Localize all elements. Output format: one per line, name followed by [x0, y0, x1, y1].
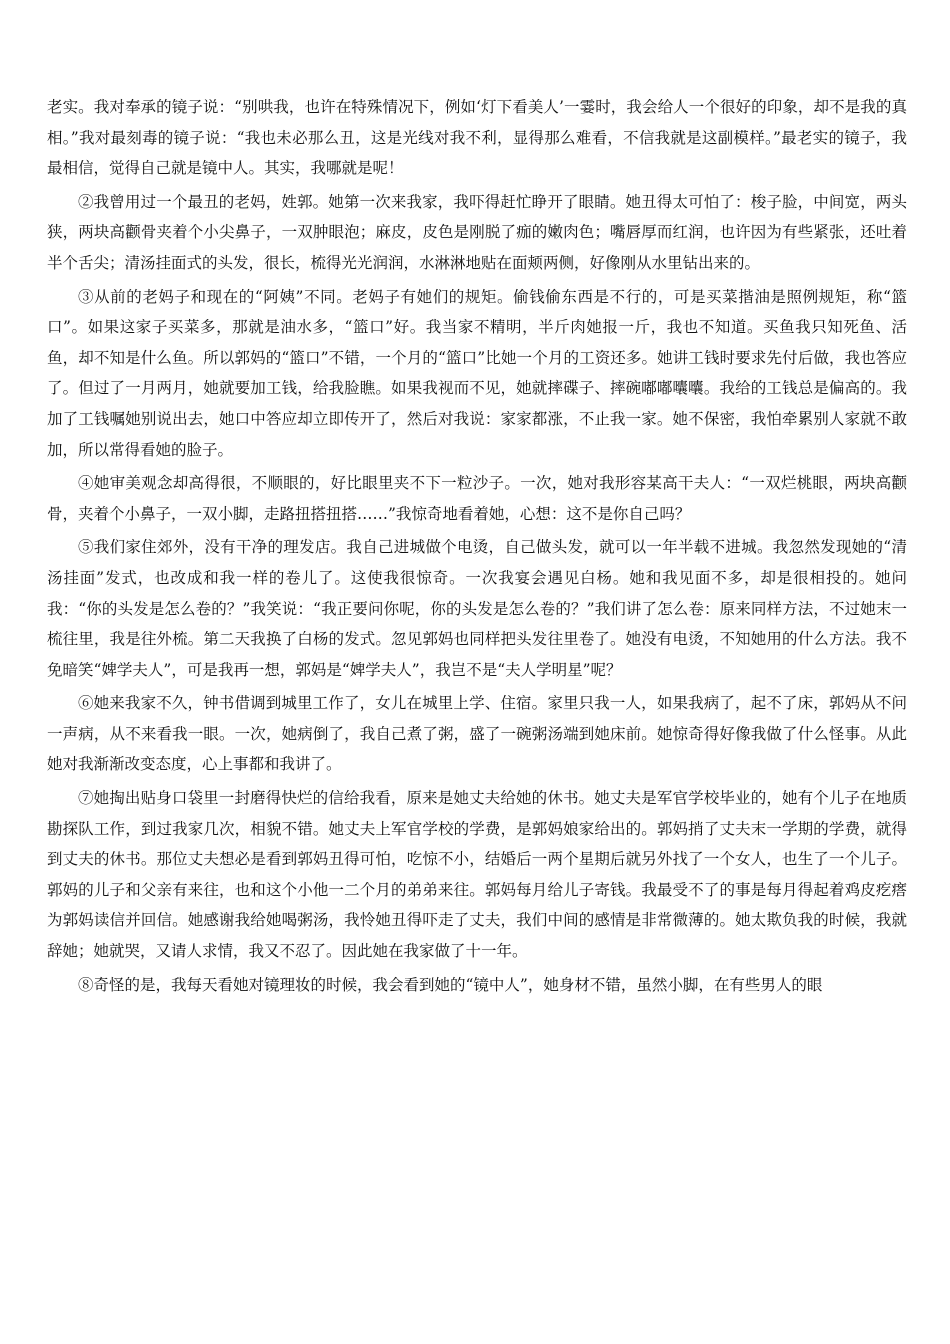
paragraph-6: ⑥她来我家不久，钟书借调到城里工作了，女儿在城里上学、住宿。家里只我一人，如果我病了，起不了床，郭妈从不问一声病，从不来看我一眼。一次，她病倒了，我自己煮了粥，盛了一碗粥汤端到她床前。她惊奇得好像我做了什么怪事。从此她对我渐渐改变态度，心上事都和我讲了。: [47, 694, 907, 774]
paragraph-5: ⑤我们家住郊外，没有干净的理发店。我自己进城做个电烫，自己做头发，就可以一年半载不进城。我忽然发现她的“清汤挂面”发式，也改成和我一样的卷儿了。这使我很惊奇。一次我宴会遇见白杨。她和我见面不多，却是很相投的。她问我：“你的头发是怎么卷的？”我笑说：“我正要问你呢，你的头发是怎么卷的？”我们讲了怎么卷：原来同样方法，不过她末一梳往里，我是往外梳。第二天我换了白杨的发式。忽见郭妈也同样把头发往里卷了。她没有电烫，不知她用的什么方法。我不免暗笑“婢学夫人”，可是我再一想，郭妈是“婢学夫人”，我岂不是“夫人学明星”呢？: [47, 538, 907, 679]
paragraph-7: ⑦她掏出贴身口袋里一封磨得快烂的信给我看，原来是她丈夫给她的休书。她丈夫是军官学校毕业的，她有个儿子在地质勘探队工作，到过我家几次，相貌不错。她丈夫上军官学校的学费，是郭妈娘家给出的。郭妈捎了丈夫末一学期的学费，就得到丈夫的休书。那位丈夫想必是看到郭妈丑得可怕，吃惊不小，结婚后一两个星期后就另外找了一个女人，也生了一个儿子。郭妈的儿子和父亲有来往，也和这个小他一二个月的弟弟来往。郭妈每月给儿子寄钱。我最受不了的事是每月得起着鸡皮疙瘩为郭妈读信并回信。她感谢我给她喝粥汤，我怜她丑得吓走了丈夫，我们中间的感情是非常微薄的。她太欺负我的时候，我就辞她；她就哭，又请人求情，我又不忍了。因此她在我家做了十一年。: [47, 789, 907, 961]
paragraph-4: ④她审美观念却高得很，不顺眼的，好比眼里夹不下一粒沙子。一次，她对我形容某高干夫人：“一双烂桃眼，两块高颧骨，夹着个小鼻子，一双小脚，走路扭搭扭搭……”我惊奇地看着她，心想：这不是你自己吗？: [47, 474, 907, 523]
document-body: [47, 92, 907, 1003]
paragraph-2: ②我曾用过一个最丑的老妈，姓郭。她第一次来我家，我吓得赶忙睁开了眼睛。她丑得太可怕了：梭子脸，中间宽，两头狭，两块高颧骨夹着个小尖鼻子，一双肿眼泡；麻皮，皮色是刚脱了痂的嫩肉色；嘴唇厚而红润，也许因为有些紧张，还吐着半个舌尖；清汤挂面式的头发，很长，梳得光光润润，水淋淋地贴在面颊两侧，好像刚从水里钻出来的。: [47, 192, 907, 272]
paragraph-3: ③从前的老妈子和现在的“阿姨”不同。老妈子有她们的规矩。偷钱偷东西是不行的，可是买菜揩油是照例规矩，称“篮口”。如果这家子买菜多，那就是油水多，“篮口”好。我当家不精明，半斤肉她报一斤，我也不知道。买鱼我只知死鱼、活鱼，却不知是什么鱼。所以郭妈的“篮口”不错，一个月的“篮口”比她一个月的工资还多。她讲工钱时要求先付后做，我也答应了。但过了一月两月，她就要加工钱，给我脸瞧。如果我视而不见，她就摔碟子、摔碗嘟嘟囔囔。我给的工钱总是偏高的。我加了工钱嘱她别说出去，她口中答应却立即传开了，然后对我说：家家都涨，不止我一家。她不保密，我怕牵累别人家就不敢加，所以常得看她的脸子。: [47, 287, 907, 459]
paragraph-8: ⑧奇怪的是，我每天看她对镜理妆的时候，我会看到她的“镜中人”，她身材不错，虽然小脚，在有些男人的眼: [78, 975, 823, 994]
paragraph-continuation: 老实。我对奉承的镜子说：“别哄我，也许在特殊情况下，例如‘灯下看美人’一霎时，我会给人一个很好的印象，却不是我的真相。”我对最刻毒的镜子说：“我也未必那么丑，这是光线对我不利，显得那么难看，不信我就是这副模样。”最老实的镜子，我最相信，觉得自己就是镜中人。其实，我哪就是呢！: [47, 98, 907, 178]
